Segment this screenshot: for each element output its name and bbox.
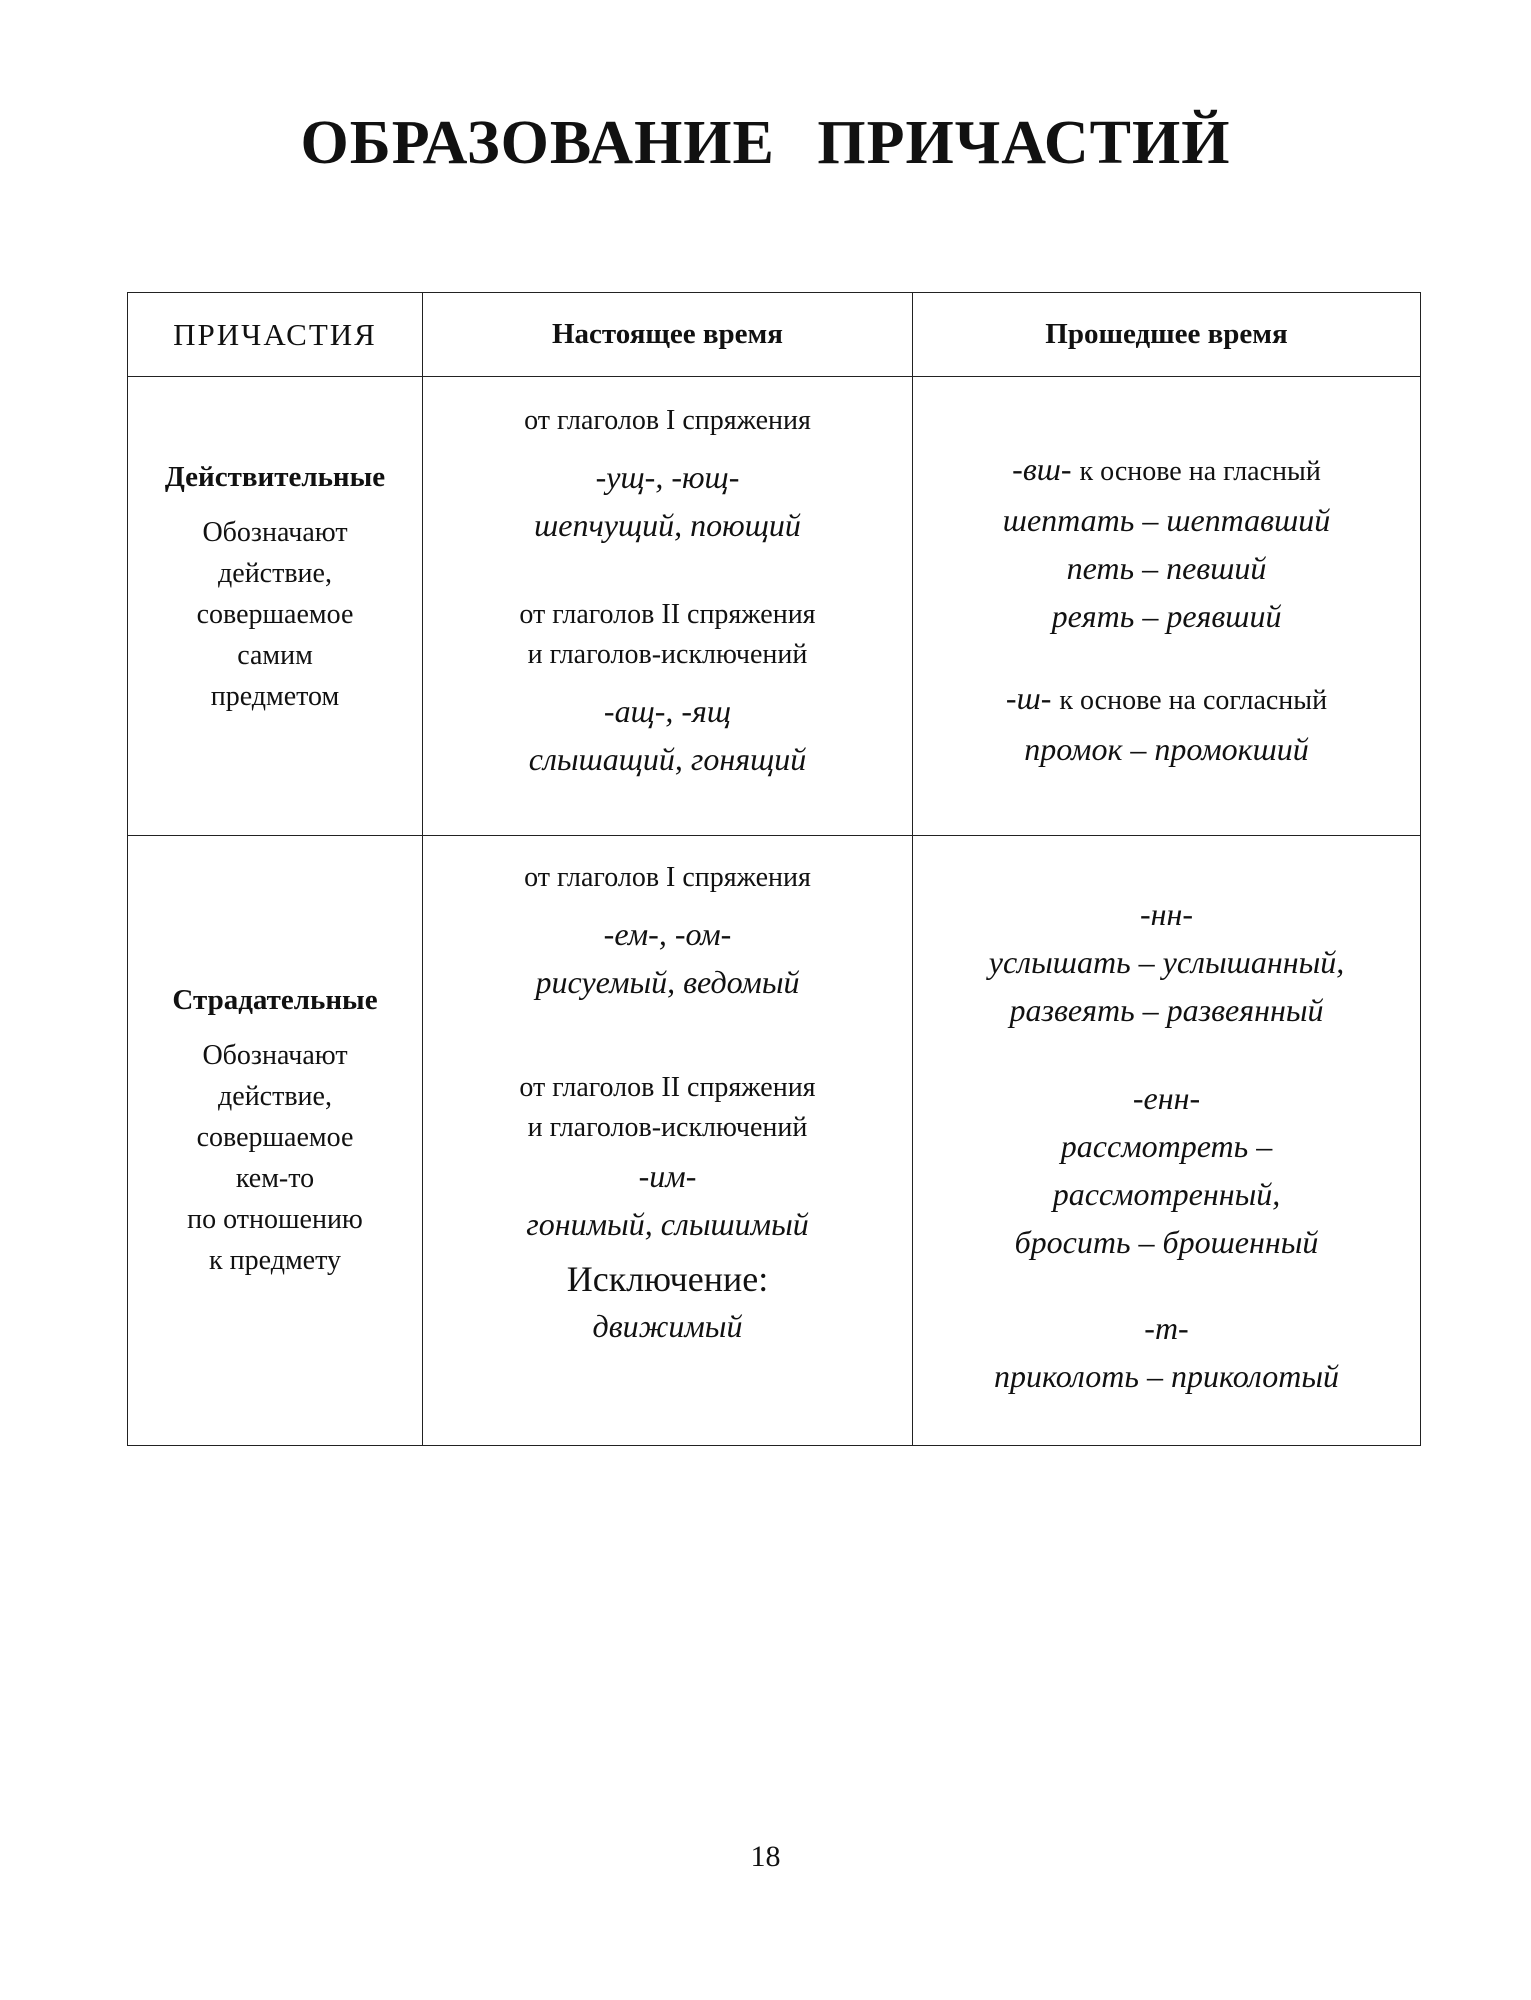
suffix-with-note: -ш- к основе на согласный: [1005, 680, 1328, 716]
example: реять – реявший: [1051, 598, 1282, 634]
example: приколоть – приколотый: [993, 1358, 1340, 1394]
suffix: -им-: [638, 1158, 697, 1194]
examples: гонимый, слышимый: [526, 1206, 809, 1242]
suffix: -т-: [1144, 1310, 1189, 1346]
header-participles: ПРИЧАСТИЯ: [128, 293, 423, 377]
conjugation-note: от глаголов II спряжения: [519, 1072, 816, 1103]
passive-kind-cell: [128, 836, 423, 1446]
header-past: Прошедшее время: [913, 293, 1421, 377]
example: промок – промокший: [1024, 731, 1309, 767]
conjugation-note: от глаголов II спряжения: [519, 599, 816, 630]
participles-table: [127, 292, 1421, 1446]
example: развеять – развеянный: [1009, 992, 1324, 1028]
exception-label: Исключение:: [566, 1259, 769, 1299]
suffix: -ащ-, -ящ: [603, 693, 732, 729]
example: петь – певший: [1066, 550, 1267, 586]
example: бросить – брошенный: [1014, 1224, 1319, 1260]
suffix-with-note: -вш- к основе на гласный: [1012, 451, 1321, 487]
active-kind-cell: [128, 377, 423, 836]
example: услышать – услышанный,: [988, 944, 1345, 980]
suffix: -ем-, -ом-: [603, 916, 732, 952]
example: рассмотренный,: [1052, 1176, 1281, 1212]
passive-past-cell: [913, 836, 1421, 1446]
example: рассмотреть –: [1060, 1128, 1273, 1164]
passive-row: [128, 836, 1421, 1446]
active-row: [128, 377, 1421, 836]
conjugation-note: и глаголов-исключений: [527, 1112, 808, 1143]
conjugation-note: от глаголов I спряжения: [524, 862, 811, 893]
passive-kind-name: Страдательные: [172, 984, 378, 1016]
suffix: -ущ-, -ющ-: [595, 459, 740, 495]
examples: слышащий, гонящий: [528, 741, 807, 777]
page-number: 18: [750, 1840, 781, 1873]
examples: рисуемый, ведомый: [535, 964, 800, 1000]
active-present-cell: [423, 377, 913, 836]
exception-word: движимый: [592, 1308, 743, 1344]
table-header-row: [128, 293, 1421, 377]
examples: шепчущий, поющий: [534, 507, 801, 543]
passive-kind-description: Обозначают действие, совершаемое кем-то по отношению к предмету: [187, 1040, 363, 1276]
conjugation-note: и глаголов-исключений: [527, 639, 808, 670]
active-past-cell: [913, 377, 1421, 836]
suffix: -енн-: [1132, 1080, 1201, 1116]
suffix: -нн-: [1139, 896, 1194, 932]
header-present: Настоящее время: [423, 293, 913, 377]
active-kind-name: Действительные: [164, 461, 386, 493]
example: шептать – шептавший: [1002, 502, 1331, 538]
conjugation-note: от глаголов I спряжения: [524, 405, 811, 436]
active-kind-description: Обозначают действие, совершаемое самим предметом: [196, 517, 354, 712]
passive-present-cell: [423, 836, 913, 1446]
page-title: ОБРАЗОВАНИЕ ПРИЧАСТИЙ: [300, 109, 1231, 177]
